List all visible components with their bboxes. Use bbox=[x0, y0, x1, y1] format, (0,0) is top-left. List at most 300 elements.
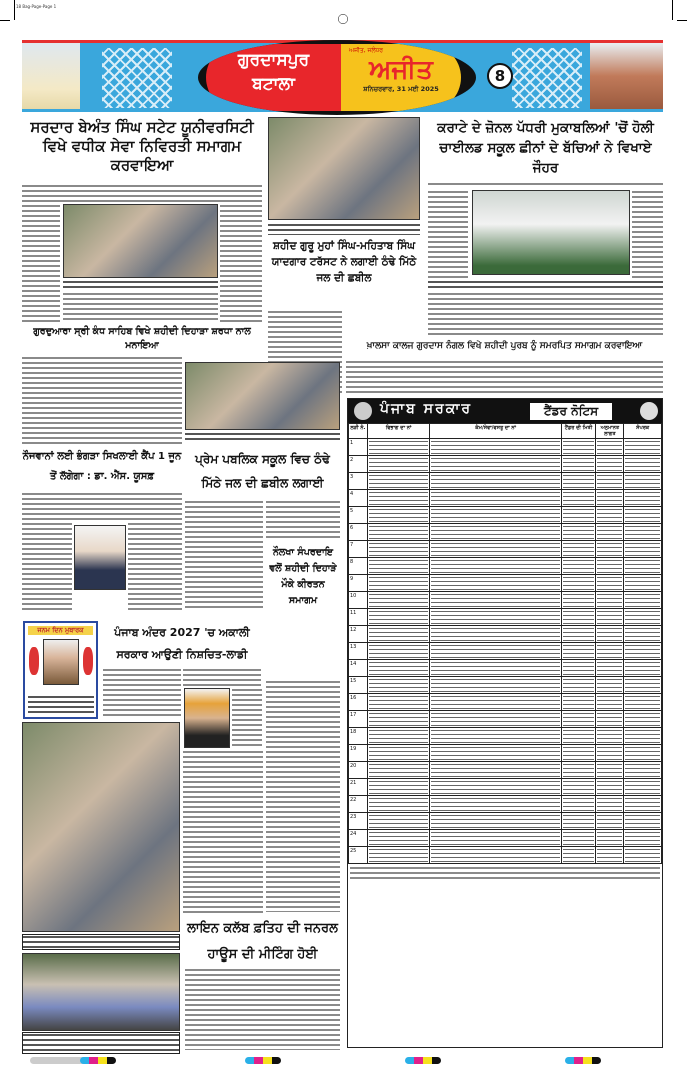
tender-cell-text bbox=[563, 729, 594, 743]
headline-shaheed: ਸ਼ਹੀਦ ਗੁਰੂ ਮੁਹਾਂ ਸਿੰਘ-ਮਹਿਤਾਬ ਸਿੰਘ ਯਾਦਗਾਰ ਟਰੱਸਟ ਨੇ ਲਗਾਈ ਠੰਢੇ ਮਿੱਠੇ ਜਲ ਦੀ ਛਬੀਲ bbox=[268, 238, 420, 286]
tender-row bbox=[349, 660, 662, 677]
tender-cell bbox=[430, 728, 561, 745]
tender-column-header: ਕੰਮ/ਸੇਵਾ/ਵਸਤੂ ਦਾ ਨਾਂ bbox=[430, 424, 561, 439]
tender-row bbox=[349, 847, 662, 864]
tender-cell bbox=[596, 558, 624, 575]
tender-cell bbox=[367, 456, 430, 473]
tender-cell-text bbox=[369, 525, 429, 539]
tender-serial: 3 bbox=[349, 473, 368, 490]
tender-cell-text bbox=[369, 780, 429, 794]
tender-cell-text bbox=[597, 729, 622, 743]
tender-column-header: ਲੜੀ ਨੰ. bbox=[349, 424, 368, 439]
tender-cell-text bbox=[597, 457, 622, 471]
tender-cell-text bbox=[597, 491, 622, 505]
tender-serial: 4 bbox=[349, 490, 368, 507]
tender-serial: 23 bbox=[349, 813, 368, 830]
university-event-photo bbox=[63, 204, 218, 278]
tender-cell-text bbox=[369, 644, 429, 658]
tender-serial: 13 bbox=[349, 643, 368, 660]
tender-cell bbox=[596, 626, 624, 643]
tender-cell-text bbox=[563, 576, 594, 590]
article-body bbox=[428, 190, 468, 278]
tender-cell bbox=[561, 847, 595, 864]
tender-cell bbox=[430, 541, 561, 558]
article-body bbox=[22, 522, 72, 612]
tender-cell bbox=[561, 813, 595, 830]
tender-cell-text bbox=[597, 712, 622, 726]
tender-row bbox=[349, 456, 662, 473]
tender-row bbox=[349, 473, 662, 490]
tender-cell bbox=[367, 847, 430, 864]
tender-govt: ਪੰਜਾਬ ਸਰਕਾਰ bbox=[380, 401, 473, 417]
tender-cell-text bbox=[597, 780, 622, 794]
tender-cell-text bbox=[597, 508, 622, 522]
tender-cell-text bbox=[563, 593, 594, 607]
tender-row bbox=[349, 694, 662, 711]
tender-cell bbox=[624, 796, 662, 813]
tender-cell-text bbox=[369, 678, 429, 692]
tender-cell bbox=[367, 490, 430, 507]
tender-cell bbox=[367, 762, 430, 779]
tender-cell bbox=[561, 643, 595, 660]
birthday-box bbox=[23, 621, 98, 719]
crop-mark bbox=[677, 20, 687, 21]
tender-cell-text bbox=[625, 814, 660, 828]
tender-cell bbox=[430, 762, 561, 779]
tender-serial: 15 bbox=[349, 677, 368, 694]
tender-cell bbox=[624, 762, 662, 779]
gurdwara-image bbox=[22, 43, 80, 109]
photo-caption bbox=[22, 1032, 180, 1054]
tender-serial: 1 bbox=[349, 439, 368, 456]
tender-serial: 17 bbox=[349, 711, 368, 728]
tender-cell-text bbox=[597, 678, 622, 692]
tender-cell-text bbox=[597, 559, 622, 573]
tender-cell-text bbox=[369, 559, 429, 573]
tender-cell-text bbox=[369, 746, 429, 760]
tender-cell-text bbox=[625, 525, 660, 539]
tender-cell bbox=[367, 728, 430, 745]
tender-column-header: ਸੰਪਰਕ bbox=[624, 424, 662, 439]
tender-cell bbox=[561, 779, 595, 796]
tender-cell bbox=[430, 592, 561, 609]
tender-cell bbox=[430, 779, 561, 796]
tender-cell-text bbox=[431, 814, 559, 828]
issue-date: ਸ਼ਨਿਚਰਵਾਰ, 31 ਮਈ 2025 bbox=[363, 85, 439, 93]
tender-cell-text bbox=[625, 729, 660, 743]
tender-cell bbox=[367, 796, 430, 813]
tender-cell bbox=[624, 575, 662, 592]
child-photo bbox=[43, 639, 79, 685]
article-body bbox=[22, 204, 60, 322]
tender-cell bbox=[561, 507, 595, 524]
tender-cell bbox=[561, 660, 595, 677]
tender-cell bbox=[596, 762, 624, 779]
tender-cell-text bbox=[563, 457, 594, 471]
tender-cell-text bbox=[431, 576, 559, 590]
tender-cell-text bbox=[431, 712, 559, 726]
tender-cell bbox=[561, 609, 595, 626]
headline-kandh: ਗੁਰਦੁਆਰਾ ਸ੍ਰੀ ਕੰਧ ਸਾਹਿਬ ਵਿਖੇ ਸ਼ਹੀਦੀ ਦਿਹਾੜਾ ਸ਼ਰਧਾ ਨਾਲ ਮਨਾਇਆ bbox=[22, 325, 262, 353]
tender-cell bbox=[430, 711, 561, 728]
headline-university: ਸਰਦਾਰ ਬੇਅੰਤ ਸਿੰਘ ਸਟੇਟ ਯੂਨੀਵਰਸਿਟੀ ਵਿਖੇ ਵਧੀਕ ਸੇਵਾ ਨਿਵਿਰਤੀ ਸਮਾਗਮ ਕਰਵਾਇਆ bbox=[22, 118, 262, 174]
tender-cell bbox=[596, 779, 624, 796]
color-swatches bbox=[405, 1057, 441, 1064]
tender-cell bbox=[561, 456, 595, 473]
tender-cell bbox=[561, 558, 595, 575]
article-body bbox=[266, 500, 340, 540]
tender-cell bbox=[624, 660, 662, 677]
tender-cell-text bbox=[597, 644, 622, 658]
tender-notice bbox=[347, 398, 663, 1048]
tender-cell-text bbox=[597, 593, 622, 607]
tender-column-header: ਅਨੁਮਾਨਤ ਲਾਗਤ bbox=[596, 424, 624, 439]
tender-cell bbox=[624, 626, 662, 643]
tender-cell bbox=[624, 643, 662, 660]
tender-cell bbox=[367, 677, 430, 694]
tender-row bbox=[349, 711, 662, 728]
article-body bbox=[185, 968, 340, 1050]
tender-cell bbox=[596, 456, 624, 473]
print-slug: 18 Bag-Page-Page 1 bbox=[16, 4, 57, 9]
tender-row bbox=[349, 745, 662, 762]
tender-cell bbox=[430, 660, 561, 677]
tender-row bbox=[349, 626, 662, 643]
tender-cell bbox=[596, 643, 624, 660]
tender-cell-text bbox=[369, 814, 429, 828]
tender-row bbox=[349, 830, 662, 847]
tender-cell bbox=[430, 558, 561, 575]
tender-column-header: ਟੈਂਡਰ ਦੀ ਮਿਤੀ bbox=[561, 424, 595, 439]
crop-mark bbox=[0, 20, 10, 21]
tender-cell bbox=[561, 711, 595, 728]
tender-cell-text bbox=[431, 440, 559, 454]
tender-cell-text bbox=[563, 508, 594, 522]
page-number: 8 bbox=[487, 63, 513, 89]
tender-serial: 6 bbox=[349, 524, 368, 541]
tender-cell bbox=[561, 830, 595, 847]
tender-title: ਟੈਂਡਰ ਨੋਟਿਸ bbox=[530, 403, 612, 420]
tender-cell-text bbox=[625, 831, 660, 845]
tender-cell bbox=[596, 711, 624, 728]
tender-cell bbox=[367, 660, 430, 677]
tender-row bbox=[349, 609, 662, 626]
tender-row bbox=[349, 779, 662, 796]
edition-line: ਅਜੀਤ, ਜਲੰਧਰ bbox=[349, 47, 384, 54]
tender-cell-text bbox=[431, 695, 559, 709]
tender-cell bbox=[561, 439, 595, 456]
tender-table bbox=[348, 423, 662, 864]
tender-cell bbox=[596, 592, 624, 609]
tender-cell-text bbox=[625, 542, 660, 556]
tender-row bbox=[349, 507, 662, 524]
headline-akali: ਪੰਜਾਬ ਅੰਦਰ 2027 'ਚ ਅਕਾਲੀ ਸਰਕਾਰ ਆਉਣੀ ਨਿਸ਼ਚਿਤ-ਲਾਡੀ bbox=[103, 622, 261, 666]
tender-cell-text bbox=[369, 797, 429, 811]
tender-cell-text bbox=[597, 474, 622, 488]
tender-serial: 12 bbox=[349, 626, 368, 643]
article-body bbox=[63, 292, 218, 322]
birthday-title: ਜਨਮ ਦਿਨ ਮੁਬਾਰਕ bbox=[28, 626, 93, 635]
tender-cell-text bbox=[563, 474, 594, 488]
tender-cell-text bbox=[563, 610, 594, 624]
tender-cell bbox=[596, 439, 624, 456]
tender-cell-text bbox=[431, 542, 559, 556]
tender-serial: 14 bbox=[349, 660, 368, 677]
photo-caption bbox=[63, 280, 218, 290]
tender-cell bbox=[430, 745, 561, 762]
tender-cell bbox=[430, 490, 561, 507]
tender-cell-text bbox=[431, 831, 559, 845]
tender-cell-text bbox=[597, 831, 622, 845]
tender-cell-text bbox=[431, 491, 559, 505]
tender-cell bbox=[596, 541, 624, 558]
tender-cell bbox=[596, 694, 624, 711]
tender-cell-text bbox=[625, 712, 660, 726]
tender-cell-text bbox=[431, 763, 559, 777]
tender-cell bbox=[624, 609, 662, 626]
tender-cell bbox=[561, 626, 595, 643]
tender-row bbox=[349, 490, 662, 507]
photo-caption bbox=[428, 280, 663, 290]
color-swatches bbox=[245, 1057, 281, 1064]
tender-cell bbox=[596, 575, 624, 592]
article-body bbox=[22, 356, 182, 444]
tender-cell-text bbox=[563, 678, 594, 692]
tender-row bbox=[349, 677, 662, 694]
tender-serial: 18 bbox=[349, 728, 368, 745]
tender-cell bbox=[561, 728, 595, 745]
tender-cell bbox=[367, 626, 430, 643]
photo-caption bbox=[22, 934, 180, 950]
tender-cell bbox=[624, 456, 662, 473]
color-swatches bbox=[80, 1057, 116, 1064]
tender-cell bbox=[561, 575, 595, 592]
crop-mark bbox=[672, 0, 673, 20]
flower-icon bbox=[83, 647, 93, 675]
tender-cell bbox=[367, 711, 430, 728]
tender-cell-text bbox=[369, 491, 429, 505]
tender-cell-text bbox=[625, 576, 660, 590]
article-body bbox=[183, 750, 263, 914]
article-body bbox=[266, 680, 340, 912]
tender-cell-text bbox=[597, 576, 622, 590]
tender-serial: 20 bbox=[349, 762, 368, 779]
photo-caption bbox=[185, 432, 340, 443]
tender-cell bbox=[624, 745, 662, 762]
tender-cell-text bbox=[369, 457, 429, 471]
tender-cell-text bbox=[369, 695, 429, 709]
tender-cell bbox=[561, 762, 595, 779]
tender-serial: 21 bbox=[349, 779, 368, 796]
article-body bbox=[185, 500, 263, 610]
tender-cell-text bbox=[369, 831, 429, 845]
tender-cell bbox=[367, 575, 430, 592]
tender-cell-text bbox=[369, 661, 429, 675]
tender-serial: 2 bbox=[349, 456, 368, 473]
headline-naulakha: ਨੌਲਖਾ ਸੰਪਰਦਾਇ ਵਲੋਂ ਸ਼ਹੀਦੀ ਦਿਹਾੜੇ ਮੌਕੇ ਕੀਰਤਨ ਸਮਾਗਮ bbox=[266, 545, 340, 609]
tender-cell bbox=[367, 745, 430, 762]
tender-cell bbox=[596, 728, 624, 745]
tender-cell bbox=[624, 847, 662, 864]
tender-row bbox=[349, 439, 662, 456]
tender-cell-text bbox=[625, 797, 660, 811]
tender-cell-text bbox=[563, 780, 594, 794]
article-body bbox=[428, 292, 663, 338]
photo-caption bbox=[268, 223, 420, 235]
flower-icon bbox=[29, 647, 39, 675]
heritage-building-image bbox=[590, 43, 663, 109]
tender-cell-text bbox=[563, 814, 594, 828]
tender-cell-text bbox=[625, 780, 660, 794]
tender-cell-text bbox=[563, 831, 594, 845]
tender-serial: 19 bbox=[349, 745, 368, 762]
tender-cell bbox=[430, 830, 561, 847]
article-body bbox=[103, 668, 181, 718]
headline-karate: ਕਰਾਟੇ ਦੇ ਜ਼ੋਨਲ ਪੱਧਰੀ ਮੁਕਾਬਲਿਆਂ 'ਚੋਂ ਹੋਲੀ ਚਾਈਲਡ ਸਕੂਲ ਛੀਨਾਂ ਦੇ ਬੱਚਿਆਂ ਨੇ ਵਿਖਾਏ ਜੌਹਰ bbox=[428, 118, 663, 178]
govt-emblem-icon bbox=[354, 402, 372, 420]
tender-cell bbox=[624, 524, 662, 541]
headline-bhangra: ਨੌਜਵਾਨਾਂ ਲਈ ਭੰਗੜਾ ਸਿਖਲਾਈ ਕੈਂਪ 1 ਜੂਨ ਤੋਂ ਲੱਗੇਗਾ : ਡਾ. ਐੱਸ. ਯੂਸਫ਼ bbox=[22, 447, 182, 487]
tender-cell-text bbox=[563, 763, 594, 777]
tender-cell-text bbox=[597, 610, 622, 624]
article-body bbox=[22, 184, 262, 202]
tender-cell-text bbox=[563, 746, 594, 760]
tender-cell-text bbox=[369, 542, 429, 556]
article-body bbox=[232, 688, 262, 748]
tender-cell-text bbox=[369, 763, 429, 777]
tender-cell-text bbox=[369, 712, 429, 726]
masthead-logo bbox=[198, 40, 476, 115]
tender-cell-text bbox=[625, 661, 660, 675]
tender-cell bbox=[367, 592, 430, 609]
tender-cell-text bbox=[431, 678, 559, 692]
tender-cell bbox=[561, 694, 595, 711]
crop-mark bbox=[14, 0, 15, 20]
tender-cell bbox=[624, 558, 662, 575]
tender-cell bbox=[367, 524, 430, 541]
tender-cell-text bbox=[625, 610, 660, 624]
tender-cell bbox=[596, 524, 624, 541]
article-body bbox=[632, 190, 663, 278]
tender-cell bbox=[596, 609, 624, 626]
tender-cell-text bbox=[625, 627, 660, 641]
tender-cell bbox=[624, 813, 662, 830]
birthday-text bbox=[28, 695, 94, 715]
tender-serial: 16 bbox=[349, 694, 368, 711]
tender-header bbox=[348, 399, 662, 423]
chhabeel-photo bbox=[268, 117, 420, 220]
tender-cell-text bbox=[597, 525, 622, 539]
tender-row bbox=[349, 796, 662, 813]
tender-cell-text bbox=[625, 457, 660, 471]
tender-cell-text bbox=[563, 559, 594, 573]
tender-cell-text bbox=[563, 542, 594, 556]
tender-cell bbox=[430, 813, 561, 830]
tender-cell bbox=[624, 711, 662, 728]
tender-cell-text bbox=[431, 797, 559, 811]
tender-cell bbox=[624, 507, 662, 524]
tender-footer bbox=[350, 866, 660, 880]
tender-cell bbox=[624, 439, 662, 456]
tender-cell bbox=[624, 728, 662, 745]
tender-serial: 22 bbox=[349, 796, 368, 813]
tender-cell-text bbox=[597, 763, 622, 777]
tender-cell-text bbox=[597, 814, 622, 828]
tender-row bbox=[349, 541, 662, 558]
tender-cell bbox=[624, 490, 662, 507]
masthead-pattern bbox=[512, 48, 582, 108]
tender-serial: 10 bbox=[349, 592, 368, 609]
tender-cell bbox=[596, 796, 624, 813]
tender-cell bbox=[367, 830, 430, 847]
tender-cell-text bbox=[431, 661, 559, 675]
tender-cell-text bbox=[369, 508, 429, 522]
tender-cell-text bbox=[625, 559, 660, 573]
tender-cell-text bbox=[369, 440, 429, 454]
tender-cell-text bbox=[431, 644, 559, 658]
tender-cell bbox=[561, 541, 595, 558]
tender-cell-text bbox=[369, 610, 429, 624]
tender-cell bbox=[367, 609, 430, 626]
tender-cell bbox=[596, 490, 624, 507]
tender-cell bbox=[430, 456, 561, 473]
portrait-photo bbox=[74, 525, 126, 590]
tender-cell-text bbox=[431, 848, 559, 862]
tender-serial: 5 bbox=[349, 507, 368, 524]
tender-cell bbox=[561, 490, 595, 507]
tender-row bbox=[349, 643, 662, 660]
tender-cell-text bbox=[431, 729, 559, 743]
headline-prem: ਪ੍ਰੇਮ ਪਬਲਿਕ ਸਕੂਲ ਵਿਚ ਠੰਢੇ ਮਿੱਠੇ ਜਲ ਦੀ ਛਬੀਲ ਲਗਾਈ bbox=[185, 447, 340, 495]
headline-lions: ਲਾਇਨ ਕਲੱਬ ਫ਼ਤਿਹ ਦੀ ਜਨਰਲ ਹਾਊਸ ਦੀ ਮੀਟਿੰਗ ਹੋਈ bbox=[185, 916, 340, 968]
leader-portrait-photo bbox=[184, 688, 230, 748]
tender-cell bbox=[367, 541, 430, 558]
tender-cell-text bbox=[625, 695, 660, 709]
tender-cell bbox=[430, 643, 561, 660]
tender-cell bbox=[430, 575, 561, 592]
tender-column-header: ਵਿਭਾਗ ਦਾ ਨਾਂ bbox=[367, 424, 430, 439]
tender-cell-text bbox=[431, 780, 559, 794]
tender-cell bbox=[624, 830, 662, 847]
tender-cell-text bbox=[563, 695, 594, 709]
group-photo bbox=[22, 722, 180, 932]
tender-cell-text bbox=[597, 440, 622, 454]
tender-cell bbox=[624, 677, 662, 694]
tender-cell bbox=[596, 677, 624, 694]
tender-cell-text bbox=[431, 610, 559, 624]
tender-cell-text bbox=[431, 746, 559, 760]
article-body bbox=[22, 492, 182, 522]
tender-cell bbox=[367, 473, 430, 490]
tender-cell bbox=[561, 592, 595, 609]
registration-mark-icon bbox=[338, 14, 348, 24]
tender-cell bbox=[367, 813, 430, 830]
tender-cell-text bbox=[431, 593, 559, 607]
region-bottom: ਬਟਾਲਾ bbox=[252, 74, 295, 94]
tender-cell bbox=[596, 507, 624, 524]
tender-cell bbox=[367, 694, 430, 711]
tender-cell bbox=[367, 507, 430, 524]
tender-cell bbox=[430, 609, 561, 626]
karate-students-photo bbox=[472, 190, 630, 275]
tender-cell-text bbox=[597, 661, 622, 675]
tender-cell-text bbox=[625, 508, 660, 522]
tender-cell-text bbox=[369, 593, 429, 607]
tender-cell bbox=[367, 643, 430, 660]
tender-cell bbox=[561, 473, 595, 490]
tender-cell-text bbox=[369, 729, 429, 743]
tender-serial: 7 bbox=[349, 541, 368, 558]
